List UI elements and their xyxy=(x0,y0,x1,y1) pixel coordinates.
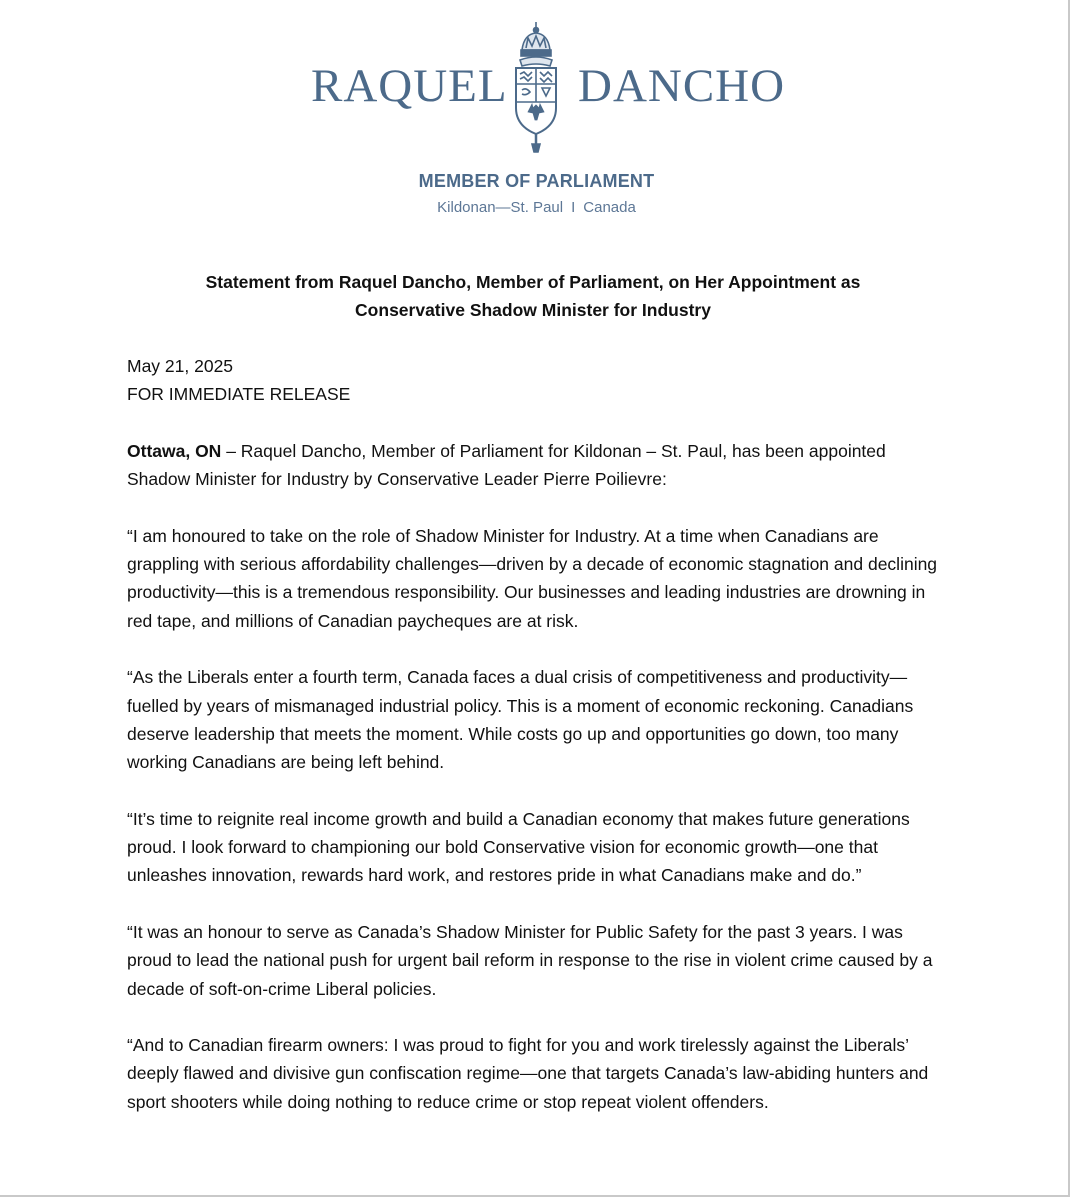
dateline: Ottawa, ON xyxy=(127,440,222,461)
letterhead-separator: I xyxy=(571,199,576,216)
intro-paragraph xyxy=(127,437,942,494)
letterhead xyxy=(0,0,1073,230)
release-info xyxy=(127,352,942,409)
letterhead-last-name: DANCHO xyxy=(578,60,786,112)
release-date: May 21, 2025 xyxy=(127,356,234,376)
quote-paragraph: “It’s time to reignite real income growth and build a Canadian economy that makes future generations proud. I look forward to championing our bold Conservative vision for economic growth—one that unleashes innovation, rewards hard work, and restores pride in what Canadians make and do.” xyxy=(127,808,910,886)
quote-paragraph: “And to Canadian firearm owners: I was proud to fight for you and work tirelessly against the Liberals’ deeply flawed and divisive gun confiscation regime—one that targets Canada’s law-abiding hunters and sport shooters while doing nothing to reduce crime or stop repeat violent offenders. xyxy=(127,1035,929,1112)
letterhead-country: Canada xyxy=(583,199,636,216)
letterhead-first-name: RAQUEL xyxy=(311,60,508,112)
house-of-commons-crest-icon xyxy=(506,20,566,156)
headline-line-2: Conservative Shadow Minister for Industry xyxy=(355,300,711,320)
letterhead-riding-line xyxy=(0,199,1073,216)
quote-paragraph: “It was an honour to serve as Canada’s Shadow Minister for Public Safety for the past 3 years. I was proud to lead the national push for urgent bail reform in response to the rise in violent crime caused by a decade of soft-on-crime Liberal policies. xyxy=(127,921,933,999)
headline-line-1: Statement from Raquel Dancho, Member of Parliament, on Her Appointment as xyxy=(205,272,861,292)
letterhead-riding: Kildonan—St. Paul xyxy=(437,199,564,216)
quote-paragraph: “I am honoured to take on the role of Shadow Minister for Industry. At a time when Canadians are grappling with serious affordability challenges—driven by a decade of economic stagnation and declining productivity—this is a tremendous responsibility. Our businesses and leading industries are drowning in red tape, and millions of Canadian paycheques are at risk. xyxy=(127,525,938,631)
intro-text: – Raquel Dancho, Member of Parliament for Kildonan – St. Paul, has been appointed Shadow Minister for Industry by Conservative Leader Pierre Poilievre: xyxy=(127,440,886,490)
release-label: FOR IMMEDIATE RELEASE xyxy=(127,384,351,405)
statement-headline xyxy=(100,268,966,324)
statement-body xyxy=(127,352,942,1144)
quote-paragraph: “As the Liberals enter a fourth term, Canada faces a dual crisis of competitiveness and productivity—fuelled by years of mismanaged industrial policy. This is a moment of economic reckoning. Canadians deserve leadership that meets the moment. While costs go up and opportunities go down, too many working Canadians are being left behind. xyxy=(127,667,914,773)
letterhead-title: MEMBER OF PARLIAMENT xyxy=(418,171,655,191)
